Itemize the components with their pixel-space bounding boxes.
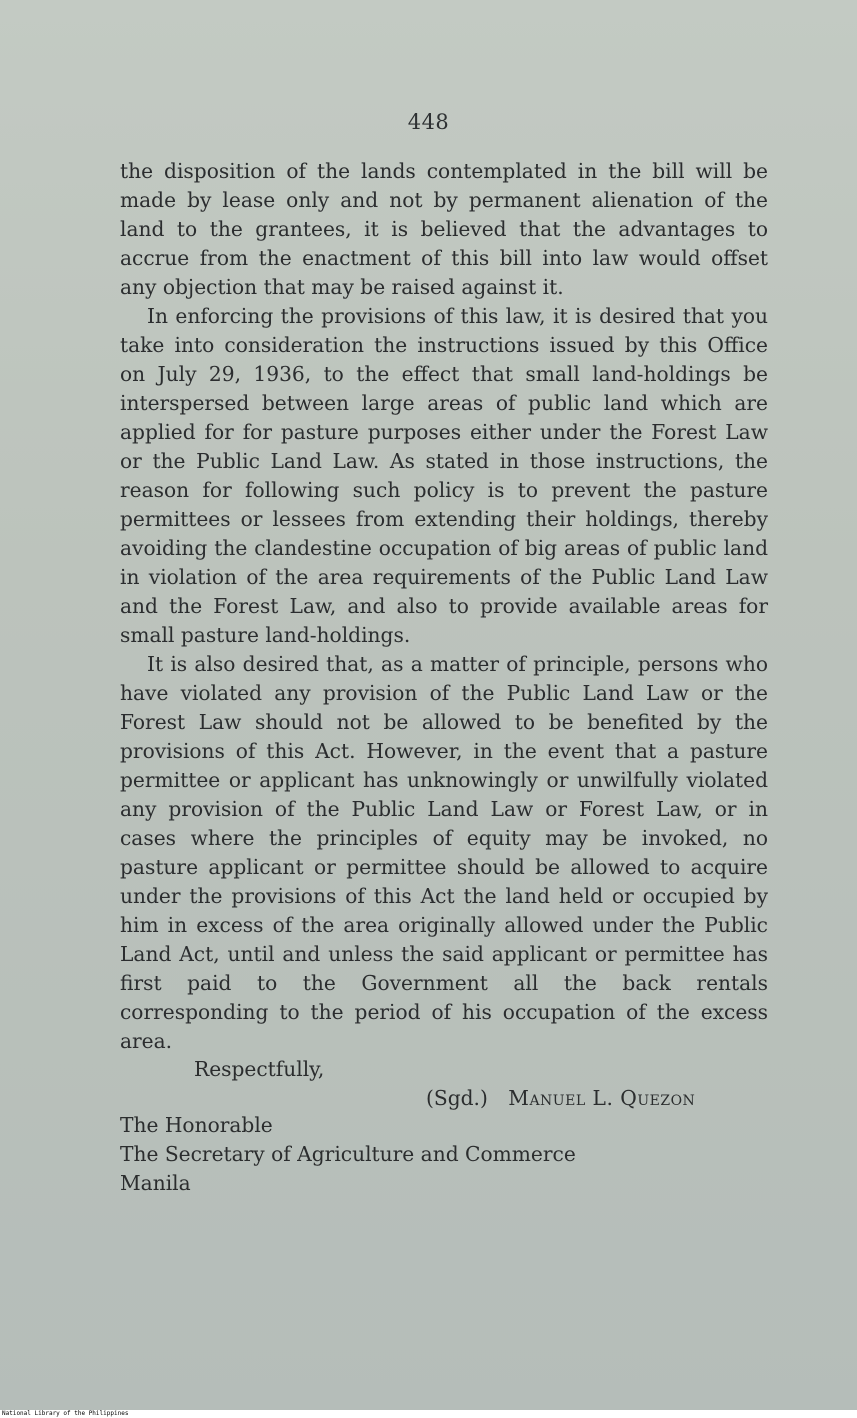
signer-name: Manuel L. Quezon [508, 1086, 696, 1110]
paragraph-instructions: In enforcing the provisions of this law, it is desired that you take into consideration the instructions issued by this Office on July 29, 1936, to the effect that small land-holdings be interspersed between large areas of public land which are applied for for pasture purposes either under the Forest Law or the Public Land Law. As stated in those instructions, the reason for following such policy is to prevent the pasture permittees or lessees from extending their holdings, thereby avoiding the clandestine occupation of big areas of public land in violation of the area requirements of the Public Land Law and the Forest Law, and also to provide available areas for small pasture land-holdings. [120, 304, 768, 647]
paragraph-principle: It is also desired that, as a matter of principle, persons who have violated any provision of the Public Land Law or the Forest Law should not be allowed to be benefited by the provisions of this Act. However, in the event that a pasture permittee or applicant has unknowingly or unwilfully violated any provision of the Public Land Law or Forest Law, or in cases where the principles of equity may be invoked, no pasture applicant or permittee should be allowed to acquire under the provisions of this Act the land held or occupied by him in excess of the area originally allowed under the Public Land Act, until and unless the said applicant or permittee has first paid to the Government all the back rentals corresponding to the period of his occupation of the excess area. [120, 652, 768, 1053]
address-line-honorific: The Honorable [120, 1113, 273, 1137]
letter-body [120, 157, 768, 1056]
address-line-title: The Secretary of Agriculture and Commerce [120, 1142, 576, 1166]
recipient-address [120, 1111, 576, 1198]
page-number: 448 [407, 110, 450, 134]
signed-marker: (Sgd.) [426, 1086, 488, 1110]
address-line-city: Manila [120, 1171, 191, 1195]
signature-line [426, 1084, 695, 1113]
paragraph-continuation: the disposition of the lands contemplated in the bill will be made by lease only and not by permanent alienation of the land to the grantees, it is believed that the advantages to accrue from the enactment of this bill into law would offset any objection that may be raised against it. [120, 159, 768, 299]
library-credit-footer: National Library of the Philippines [0, 1410, 857, 1418]
closing-salutation: Respectfully, [194, 1057, 325, 1081]
